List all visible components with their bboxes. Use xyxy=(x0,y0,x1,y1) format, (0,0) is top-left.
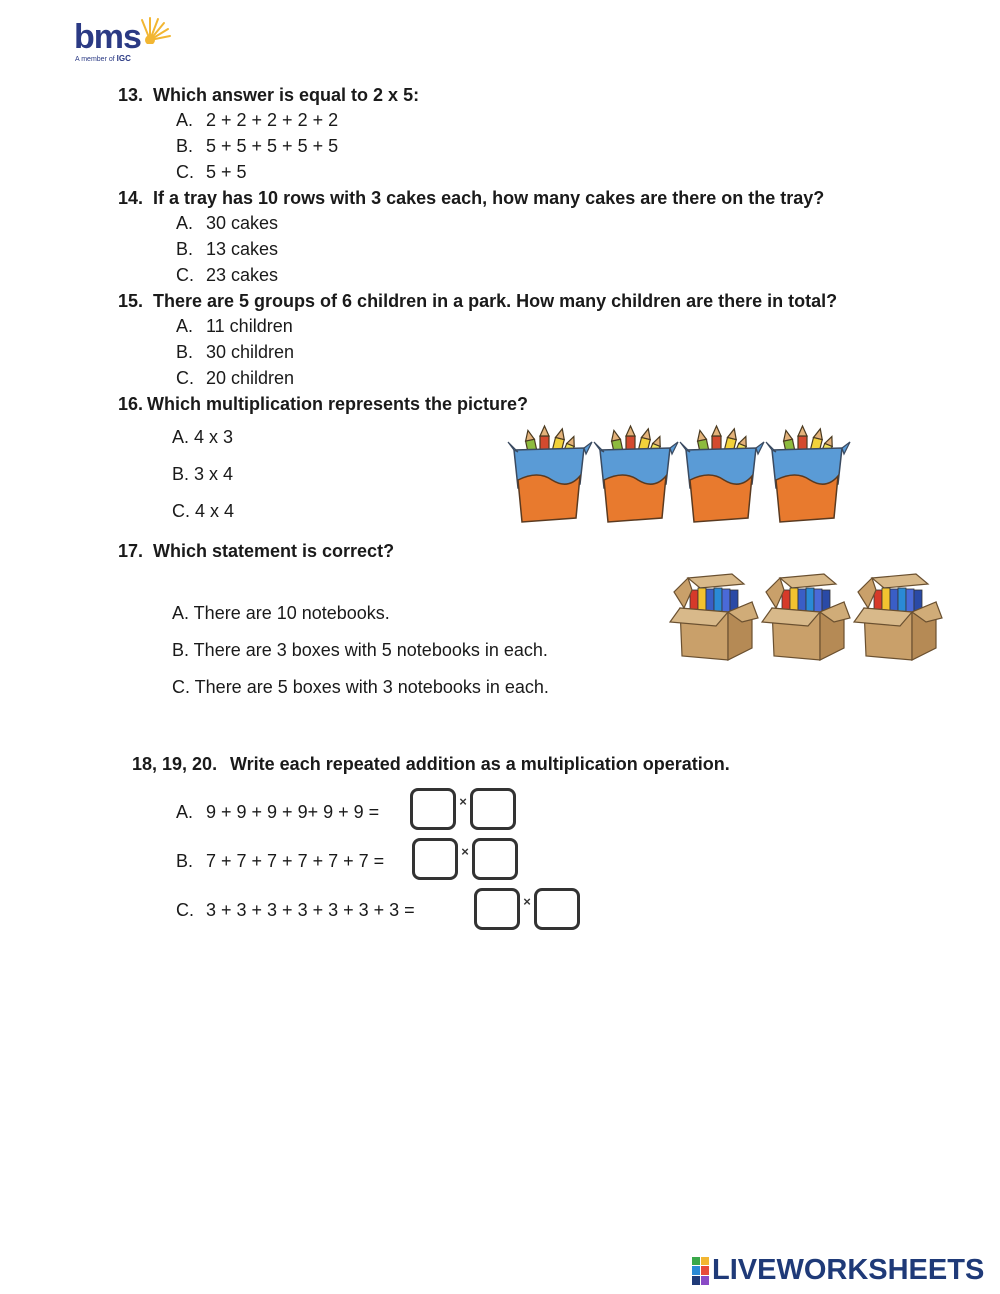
pencil-bag-3 xyxy=(680,426,764,522)
option-text: 30 children xyxy=(206,342,295,362)
option-text: 13 cakes xyxy=(206,239,279,259)
times-icon: × xyxy=(523,893,531,909)
pencil-bag-1 xyxy=(508,426,592,522)
option-letter: A. xyxy=(176,110,194,130)
option-14a[interactable] xyxy=(176,212,278,234)
option-letter: C. xyxy=(176,162,194,182)
option-letter: A. xyxy=(176,213,194,233)
logo-sub-brand: IGC xyxy=(116,54,131,63)
answer-box-b-2[interactable] xyxy=(472,838,518,880)
question-text: There are 5 groups of 6 children in a park. How many children are there in total? xyxy=(153,291,838,311)
option-14b[interactable] xyxy=(176,238,278,260)
sun-icon xyxy=(136,14,172,44)
question-text: If a tray has 10 rows with 3 cakes each, how many cakes are there on the tray? xyxy=(153,188,825,208)
option-text: 5 + 5 + 5 + 5 + 5 xyxy=(206,136,339,156)
option-text: 3 + 3 + 3 + 3 + 3 + 3 + 3 = xyxy=(206,900,415,920)
notebook-box-1 xyxy=(670,574,758,660)
question-text: Which answer is equal to 2 x 5: xyxy=(153,85,420,105)
answer-boxes-a xyxy=(410,788,516,830)
pencil-bags-illustration xyxy=(506,420,858,524)
option-text: 11 children xyxy=(206,316,293,336)
addition-a xyxy=(176,801,379,823)
option-text: 30 cakes xyxy=(206,213,279,233)
answer-boxes-c xyxy=(474,888,580,930)
times-icon: × xyxy=(461,843,469,859)
option-13a[interactable] xyxy=(176,109,338,131)
option-16c[interactable]: C. 4 x 4 xyxy=(172,501,235,521)
option-13b[interactable] xyxy=(176,135,338,157)
addition-c xyxy=(176,899,415,921)
answer-box-a-2[interactable] xyxy=(470,788,516,830)
liveworksheets-logo xyxy=(692,1255,984,1285)
question-13 xyxy=(118,84,419,106)
option-16b[interactable]: B. 3 x 4 xyxy=(172,464,234,484)
question-14 xyxy=(118,187,824,209)
option-17a[interactable]: A. There are 10 notebooks. xyxy=(172,603,390,623)
question-number: 17. xyxy=(118,541,144,561)
option-17c[interactable]: C. There are 5 boxes with 3 notebooks in each. xyxy=(172,677,549,697)
option-15c[interactable] xyxy=(176,367,294,389)
question-15 xyxy=(118,290,837,312)
question-text: Which multiplication represents the picture? xyxy=(147,394,529,414)
option-letter: B. xyxy=(176,136,194,156)
option-letter: B. xyxy=(176,851,194,871)
addition-b xyxy=(176,850,384,872)
notebook-boxes-illustration xyxy=(668,570,944,662)
option-text: 2 + 2 + 2 + 2 + 2 xyxy=(206,110,339,130)
pencil-bag-2 xyxy=(594,426,678,522)
option-letter: A. xyxy=(176,802,194,822)
option-14c[interactable] xyxy=(176,264,278,286)
option-text: 20 children xyxy=(206,368,295,388)
question-number: 14. xyxy=(118,188,144,208)
answer-box-c-2[interactable] xyxy=(534,888,580,930)
option-text: 7 + 7 + 7 + 7 + 7 + 7 = xyxy=(206,851,385,871)
answer-box-b-1[interactable] xyxy=(412,838,458,880)
option-15a[interactable] xyxy=(176,315,293,337)
question-18-19-20 xyxy=(132,753,730,775)
option-letter: C. xyxy=(176,900,194,920)
school-logo xyxy=(74,14,174,66)
question-number: 18, 19, 20. xyxy=(132,754,218,774)
notebook-box-3 xyxy=(854,574,942,660)
option-15b[interactable] xyxy=(176,341,294,363)
question-16 xyxy=(118,393,528,415)
pencil-bag-4 xyxy=(766,426,850,522)
option-text: 23 cakes xyxy=(206,265,279,285)
notebook-box-2 xyxy=(762,574,850,660)
option-text: 9 + 9 + 9 + 9+ 9 + 9 = xyxy=(206,802,380,822)
question-text: Which statement is correct? xyxy=(153,541,395,561)
times-icon: × xyxy=(459,793,467,809)
liveworksheets-text: LIVEWORKSHEETS xyxy=(712,1254,985,1286)
option-letter: A. xyxy=(176,316,194,336)
option-letter: B. xyxy=(176,239,194,259)
logo-text: bms xyxy=(74,18,141,56)
answer-box-c-1[interactable] xyxy=(474,888,520,930)
option-letter: B. xyxy=(176,342,194,362)
logo-subtitle xyxy=(75,54,131,63)
question-17 xyxy=(118,540,394,562)
question-text: Write each repeated addition as a multiplication operation. xyxy=(230,754,730,774)
question-number: 15. xyxy=(118,291,144,311)
option-letter: C. xyxy=(176,265,194,285)
option-text: 5 + 5 xyxy=(206,162,247,182)
question-number: 13. xyxy=(118,85,144,105)
option-17b[interactable]: B. There are 3 boxes with 5 notebooks in each. xyxy=(172,640,548,660)
answer-boxes-b xyxy=(412,838,518,880)
option-13c[interactable] xyxy=(176,161,247,183)
liveworksheets-badge-icon xyxy=(692,1257,708,1283)
option-letter: C. xyxy=(176,368,194,388)
logo-sub-prefix: A member of xyxy=(75,56,115,63)
question-number: 16. xyxy=(118,394,144,414)
answer-box-a-1[interactable] xyxy=(410,788,456,830)
option-16a[interactable]: A. 4 x 3 xyxy=(172,427,234,447)
